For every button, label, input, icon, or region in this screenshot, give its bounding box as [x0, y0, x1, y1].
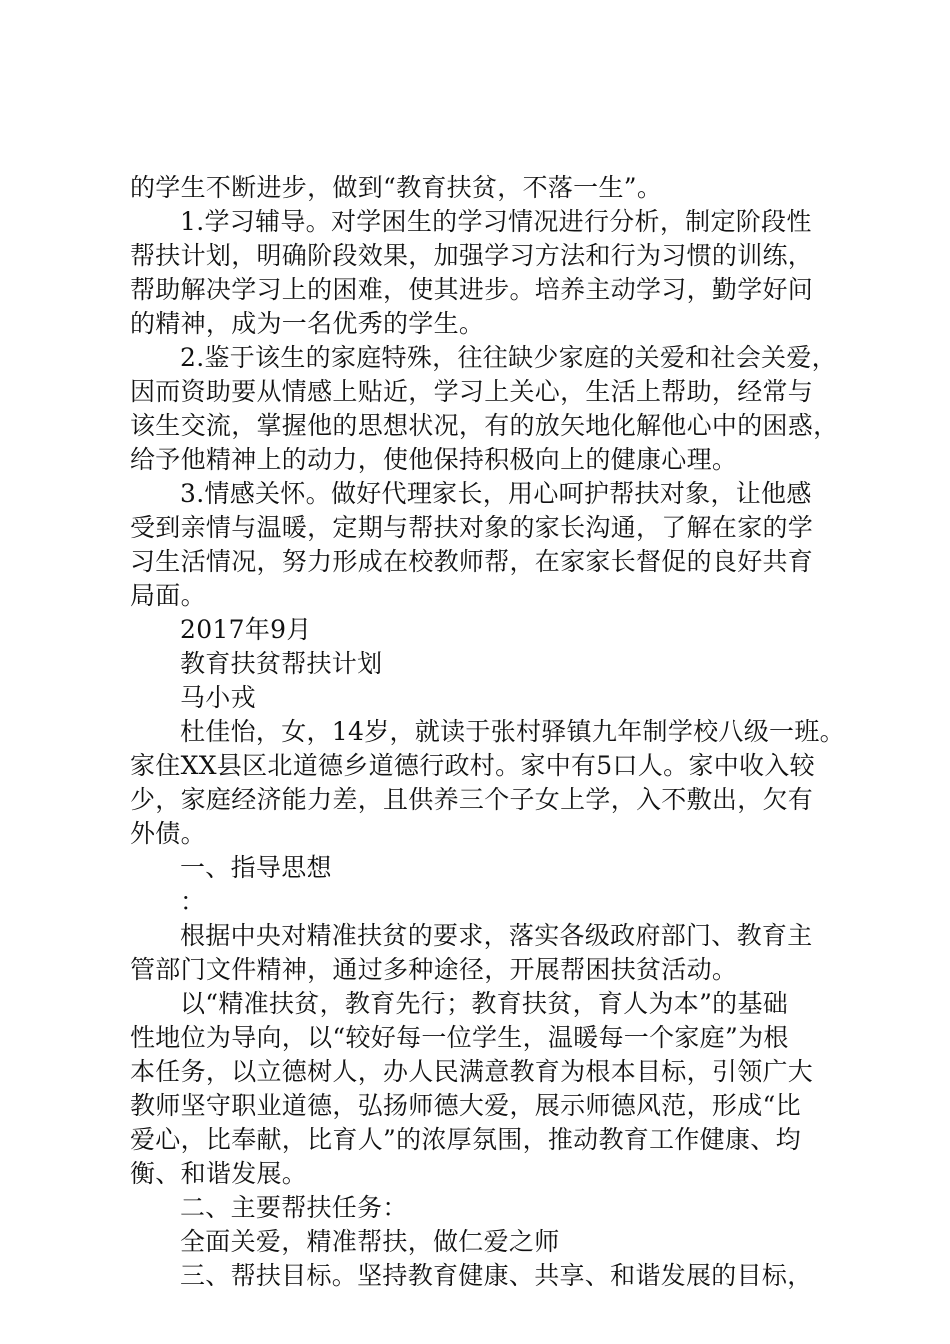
section-heading: 三、帮扶目标。坚持教育健康、共享、和谐发展的目标，	[180, 1261, 813, 1290]
text-line: 外债。	[130, 819, 206, 848]
section-heading: 二、主要帮扶任务：	[180, 1193, 408, 1222]
text-line: 管部门文件精神，通过多种途径，开展帮困扶贫活动。	[130, 955, 738, 984]
text-line: 帮助解决学习上的困难，使其进步。培养主动学习，勤学好问	[130, 275, 814, 304]
document-title: 教育扶贫帮扶计划	[180, 649, 383, 678]
text-line: 性地位为导向，以“较好每一位学生，温暖每一个家庭”为根	[130, 1023, 789, 1052]
text-line: 该生交流，掌握他的思想状况，有的放矢地化解他心中的困惑，	[130, 411, 839, 440]
text-line: 教师坚守职业道德，弘扬师德大爱，展示师德风范，形成“比	[130, 1091, 801, 1120]
text-line: 杜佳怡，女，14岁，就读于张村驿镇九年制学校八级一班。	[180, 717, 845, 746]
text-line: 衡、和谐发展。	[130, 1159, 308, 1188]
text-line: 习生活情况，努力形成在校教师帮，在家家长督促的良好共育	[130, 547, 814, 576]
section-heading: 一、指导思想	[180, 853, 332, 882]
text-line: 3.情感关怀。做好代理家长，用心呵护帮扶对象，让他感	[180, 479, 812, 508]
text-line: 本任务，以立德树人，办人民满意教育为根本目标，引领广大	[130, 1057, 814, 1086]
text-line: 少，家庭经济能力差，且供养三个子女上学，入不敷出，欠有	[130, 785, 814, 814]
text-line: 家住XX县区北道德乡道德行政村。家中有5口人。家中收入较	[130, 751, 815, 780]
text-line: 根据中央对精准扶贫的要求，落实各级政府部门、教育主	[180, 921, 813, 950]
text-line: 局面。	[130, 581, 206, 610]
text-line: 给予他精神上的动力，使他保持积极向上的健康心理。	[130, 445, 738, 474]
text-line: 以“精准扶贫，教育先行；教育扶贫，育人为本”的基础	[180, 989, 789, 1018]
text-line: 2.鉴于该生的家庭特殊，往往缺少家庭的关爱和社会关爱，	[180, 343, 837, 372]
text-line: ：	[180, 887, 206, 916]
text-line: 1.学习辅导。对学困生的学习情况进行分析，制定阶段性	[180, 207, 812, 236]
text-line: 因而资助要从情感上贴近，学习上关心，生活上帮助，经常与	[130, 377, 814, 406]
text-line: 爱心，比奉献，比育人”的浓厚氛围，推动教育工作健康、均	[130, 1125, 801, 1154]
text-line: 全面关爱，精准帮扶，做仁爱之师	[180, 1227, 560, 1256]
text-line: 帮扶计划，明确阶段效果，加强学习方法和行为习惯的训练，	[130, 241, 814, 270]
date-line: 2017年9月	[180, 615, 312, 644]
author-name: 马小戎	[180, 683, 256, 712]
text-line: 受到亲情与温暖，定期与帮扶对象的家长沟通，了解在家的学	[130, 513, 814, 542]
text-line: 的精神，成为一名优秀的学生。	[130, 309, 485, 338]
text-line: 的学生不断进步，做到“教育扶贫，不落一生”。	[130, 173, 663, 202]
